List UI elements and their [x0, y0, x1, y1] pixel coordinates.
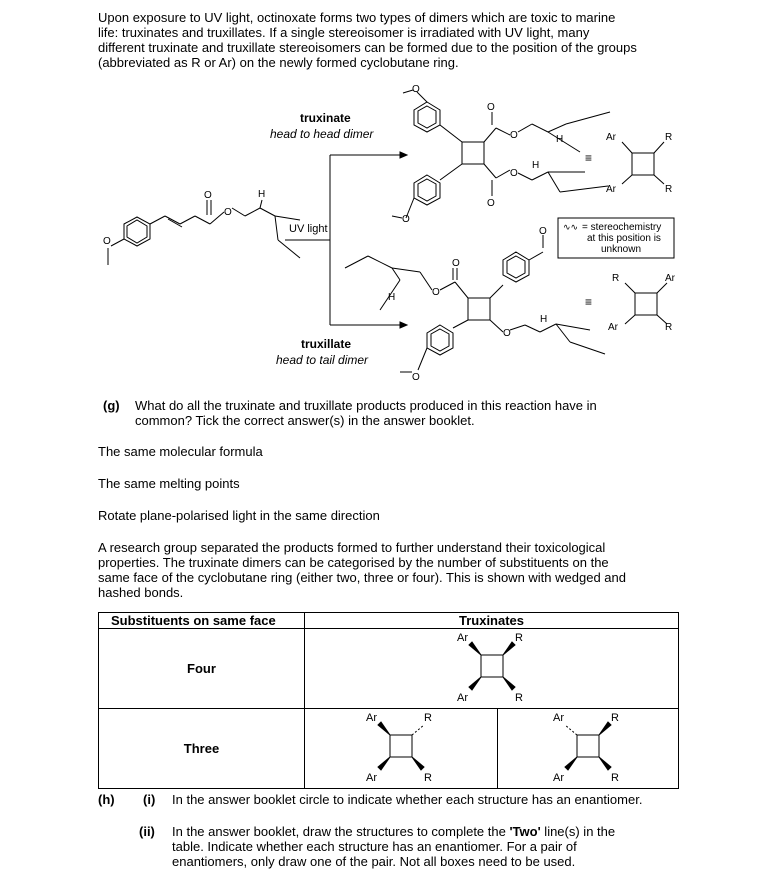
legend-line-3: unknown — [601, 244, 642, 255]
ring-bottom-r-1: R — [612, 273, 620, 284]
atom-o-t6: O — [402, 214, 410, 225]
question-g-text — [135, 398, 735, 428]
atom-h-x2: H — [540, 314, 548, 325]
ring-bottom-ar-2: Ar — [608, 322, 618, 333]
question-h-ii-label: (ii) — [139, 824, 155, 839]
research-line-1: A research group separated the products formed to further understand their toxicological — [98, 540, 606, 555]
option-melting-points: The same melting points — [98, 476, 240, 491]
ring-four-ar-bottom: Ar — [456, 692, 468, 704]
question-h-ii-line-3: enantiomers, only draw one of the pair. Not all boxes need to be used. — [172, 854, 576, 869]
ring-three-structure-b — [543, 709, 633, 785]
atom-h-t1: H — [556, 134, 564, 145]
ring-four-r-top: R — [514, 632, 523, 644]
question-h-label: (h) — [98, 792, 115, 807]
table-row-three-structure-2 — [498, 709, 679, 789]
truxinate-description: head to head dimer — [270, 127, 374, 141]
option-molecular-formula: The same molecular formula — [98, 444, 263, 459]
reaction-scheme — [0, 80, 764, 390]
ring-three-a-ar-bottom: Ar — [366, 772, 377, 784]
table-header-truxinates: Truxinates — [305, 613, 679, 629]
question-h-ii-line-1 — [172, 824, 732, 839]
ring-four-r-bottom: R — [514, 692, 523, 704]
table-row-three-label: Three — [99, 709, 305, 789]
question-h-ii-two-emphasis: 'Two' — [509, 824, 541, 839]
atom-h-sm: H — [258, 189, 266, 200]
question-h-i-text: In the answer booklet circle to indicate whether each structure has an enantiomer. — [172, 792, 643, 807]
question-g-label: (g) — [103, 398, 120, 413]
legend-line-2: at this position is — [587, 233, 661, 244]
ring-three-structure-a — [356, 709, 446, 785]
research-line-2: properties. The truxinate dimers can be categorised by the number of substituents on the — [98, 555, 609, 570]
ring-top-ar-2: Ar — [606, 184, 616, 195]
substituents-table — [98, 612, 679, 789]
question-h-ii-line-1-pre: In the answer booklet, draw the structures to complete the — [172, 824, 510, 839]
table-row-four-label: Four — [99, 629, 305, 709]
intro-line-2: life: truxinates and truxillates. If a single stereoisomer is irradiated with UV light, many — [98, 25, 590, 40]
ring-three-a-r-top: R — [424, 712, 432, 724]
truxillate-description: head to tail dimer — [276, 353, 369, 367]
atom-o-t3: O — [510, 130, 518, 141]
table-row-four-structure — [305, 629, 679, 709]
research-line-4: hashed bonds. — [98, 585, 184, 600]
table-header-substituents: Substituents on same face — [99, 613, 305, 629]
atom-h-t2: H — [532, 160, 540, 171]
intro-line-4: (abbreviated as R or Ar) on the newly formed cyclobutane ring. — [98, 55, 459, 70]
atom-o-sm2: O — [204, 190, 212, 201]
research-paragraph — [98, 540, 738, 600]
simplified-ring-bottom — [625, 283, 667, 324]
atom-o-x1: O — [432, 287, 440, 298]
atom-o-t1: O — [412, 84, 420, 95]
atom-o-x2: O — [452, 258, 460, 269]
intro-paragraph — [98, 10, 738, 70]
atom-o-x3: O — [539, 226, 547, 237]
atom-h-x1: H — [388, 292, 396, 303]
intro-line-3: different truxinate and truxillate stereoisomers can be formed due to the position of the groups — [98, 40, 637, 55]
ring-four-structure — [447, 629, 537, 705]
atom-o-t2: O — [487, 102, 495, 113]
atom-o-sm3: O — [224, 207, 232, 218]
ring-three-b-r-bottom: R — [611, 772, 619, 784]
option-plane-polarised-light: Rotate plane-polarised light in the same direction — [98, 508, 380, 523]
atom-o-x4: O — [503, 328, 511, 339]
question-h-ii-line-1-post: line(s) in the — [540, 824, 616, 839]
intro-line-1: Upon exposure to UV light, octinoxate forms two types of dimers which are toxic to marine — [98, 10, 616, 25]
ring-three-b-r-top: R — [611, 712, 619, 724]
truxillate-structure — [345, 235, 605, 372]
research-line-3: same face of the cyclobutane ring (either two, three or four). This is shown with wedged and — [98, 570, 626, 585]
atom-o-t5: O — [487, 198, 495, 209]
ring-three-b-ar-top: Ar — [553, 712, 564, 724]
octinoxate-structure — [108, 200, 300, 265]
ring-three-a-r-bottom: R — [424, 772, 432, 784]
ring-top-ar-1: Ar — [606, 132, 616, 143]
ring-top-r-1: R — [665, 132, 673, 143]
legend-line-1: = stereochemistry — [582, 222, 662, 233]
ring-top-r-2: R — [665, 184, 673, 195]
atom-o-x5: O — [412, 372, 420, 383]
question-h-ii-text — [172, 824, 732, 869]
ring-bottom-r-2: R — [665, 322, 673, 333]
equivalence-symbol-top: ≡ — [585, 151, 593, 165]
atom-o-sm1: O — [103, 236, 111, 247]
ring-bottom-ar-1: Ar — [665, 273, 675, 284]
table-row-three-structure-1 — [305, 709, 498, 789]
question-g-line-1: What do all the truxinate and truxillate products produced in this reaction have in — [135, 398, 597, 413]
question-h-i-label: (i) — [143, 792, 156, 807]
atom-o-t4: O — [510, 168, 518, 179]
truxinate-label: truxinate — [300, 111, 351, 125]
truxillate-label: truxillate — [301, 337, 352, 351]
simplified-ring-top — [622, 142, 664, 184]
question-h-ii-line-2: table. Indicate whether each structure has an enantiomer. For a pair of — [172, 839, 577, 854]
uv-light-label: UV light — [289, 223, 328, 235]
ring-three-a-ar-top: Ar — [366, 712, 377, 724]
equivalence-symbol-bottom: ≡ — [585, 295, 593, 309]
truxinate-structure — [392, 90, 610, 218]
ring-three-b-ar-bottom: Ar — [553, 772, 564, 784]
question-g-line-2: common? Tick the correct answer(s) in the answer booklet. — [135, 413, 475, 428]
legend-wavy-symbol: ∿∿ — [563, 222, 579, 232]
ring-four-ar-top: Ar — [456, 632, 468, 644]
